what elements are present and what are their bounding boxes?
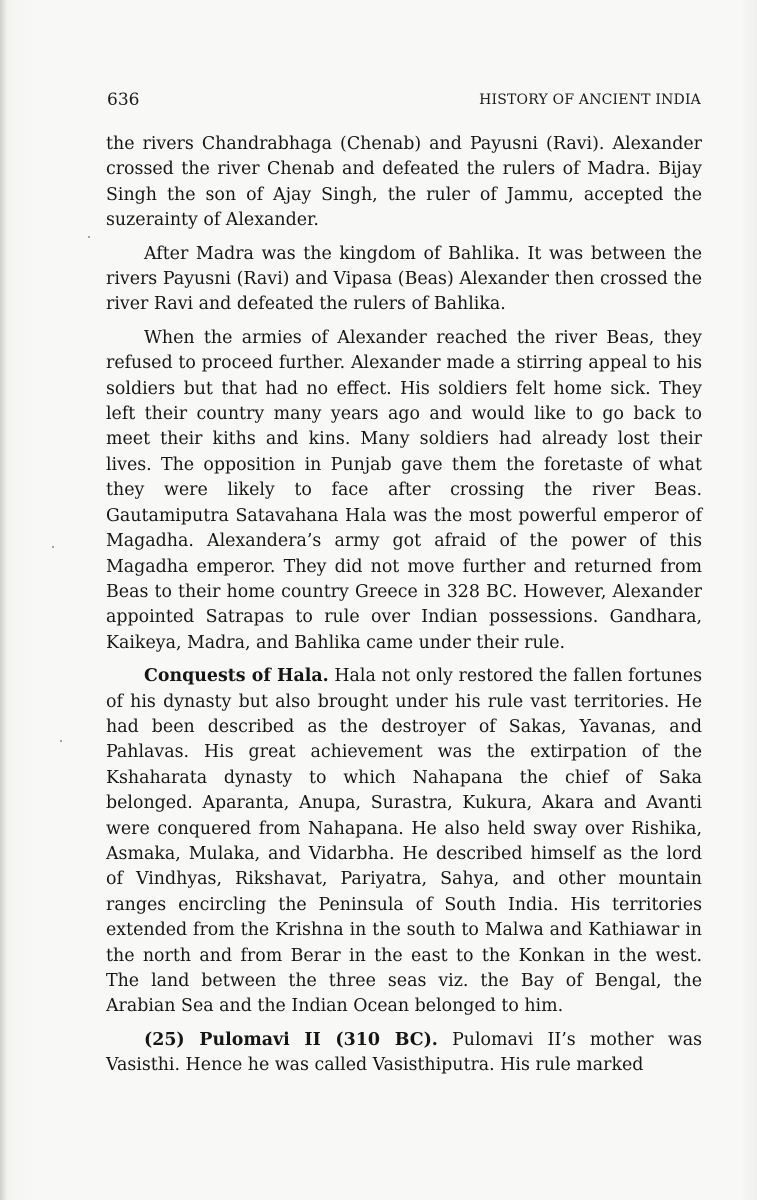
paragraph-beas xyxy=(106,326,702,656)
paragraph-text: Pulomavi II’s mother was Vasisthi. Hence he was called Vasisthiputra. His rule marked xyxy=(106,1029,702,1076)
page-header xyxy=(107,88,701,114)
paragraph-text: When the armies of Alexander reached the river Beas, they refused to proceed further. Alexander made a stirring appeal to his soldiers but that had no effect. His soldiers felt home sick. They left their country many years ago and would like to go back to meet their kiths and kins. Many soldiers had already lost their lives. The opposition in Punjab gave them the foretaste of what they were likely to face after crossing the river Beas. Gautamiputra Satavahana Hala was the most powerful emperor of Magadha. Alexandera’s army got afraid of the power of this Magadha emperor. They did not move further and returned from Beas to their home country Greece in 328 BC. However, Alexander appointed Satrapas to rule over Indian possessions. Gandhara, Kaikeya, Madra, and Bahlika came under their rule. xyxy=(106,327,702,653)
page-number: 636 xyxy=(107,90,140,110)
paragraph-text: Hala not only restored the fallen fortunes of his dynasty but also brought under his rule vast territories. He had been described as the destroyer of Sakas, Yavanas, and Pahlavas. His great achievement was the extirpation of the Kshaharata dynasty to which Nahapana the chief of Saka belonged. Aparanta, Anupa, Surastra, Kukura, Akara and Avanti were conquered from Nahapana. He also held sway over Rishika, Asmaka, Mulaka, and Vidarbha. He described himself as the lord of Vindhyas, Rikshavat, Pariyatra, Sahya, and other mountain ranges encircling the Peninsula of South India. His territories extended from the Krishna in the south to Malwa and Kathiawar in the north and from Berar in the east to the Konkan in the west. The land between the three seas viz. the Bay of Bengal, the Arabian Sea and the Indian Ocean belonged to him. xyxy=(106,666,702,1017)
scan-speck xyxy=(60,740,62,742)
section-heading: Conquests of Hala. xyxy=(144,666,329,687)
paragraph-text: After Madra was the kingdom of Bahlika. It was between the rivers Payusni (Ravi) and Vipasa (Beas) Alexander then crossed the river Ravi and defeated the rulers of Bahlika. xyxy=(106,243,702,315)
paragraph-pulomavi-ii xyxy=(106,1028,702,1079)
body-text xyxy=(106,132,702,1087)
paragraph-continuation xyxy=(106,132,702,234)
paragraph-text: the rivers Chandrabhaga (Chenab) and Payusni (Ravi). Alexander crossed the river Chenab and defeated the rulers of Madra. Bijay Singh the son of Ajay Singh, the ruler of Jammu, accepted the suzerainty of Alexander. xyxy=(106,134,702,231)
section-heading: (25) Pulomavi II (310 BC). xyxy=(144,1029,438,1050)
page-spine-shadow xyxy=(0,0,6,1200)
scan-speck xyxy=(88,236,90,238)
scan-speck xyxy=(52,546,54,548)
running-head: HISTORY OF ANCIENT INDIA xyxy=(479,92,701,108)
paragraph-bahlika xyxy=(106,242,702,318)
paragraph-conquests-of-hala xyxy=(106,664,702,1020)
